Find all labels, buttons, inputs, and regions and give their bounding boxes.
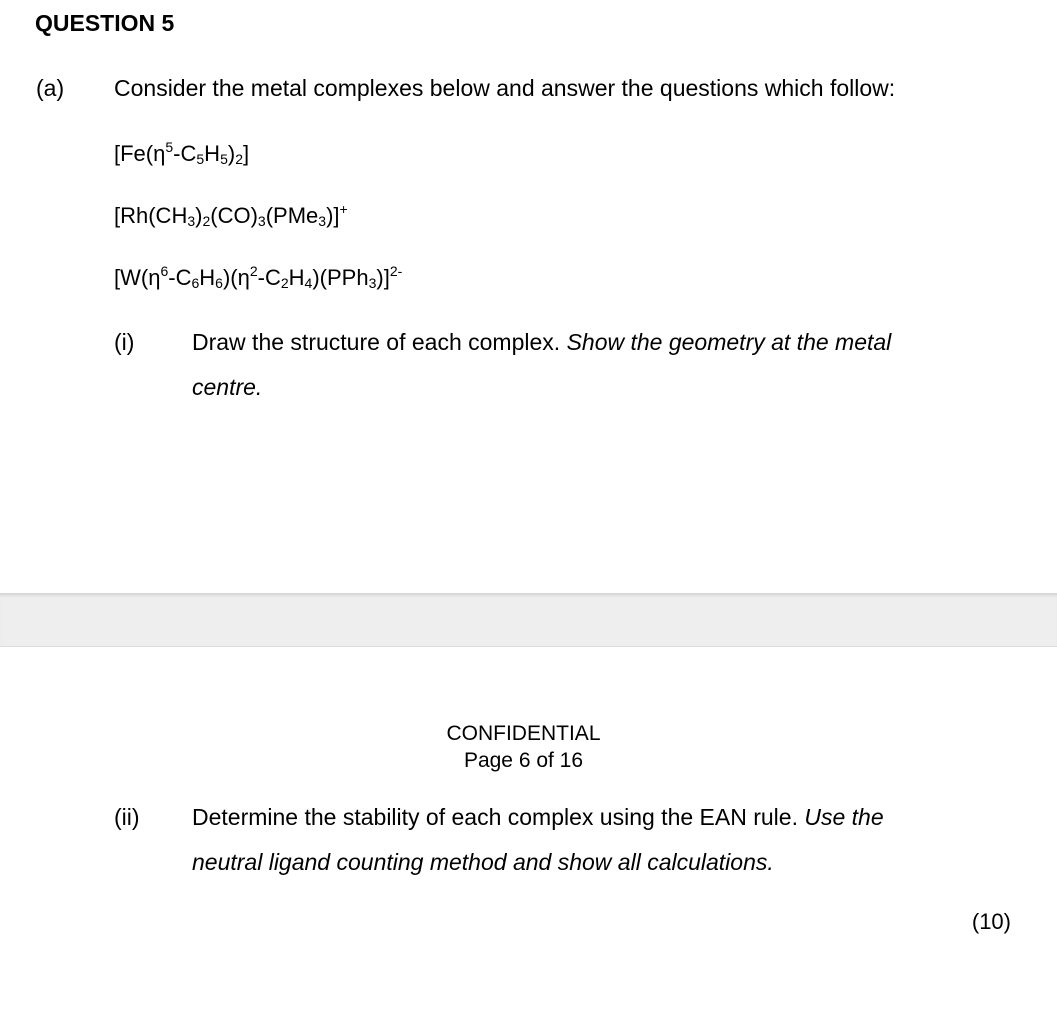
formula-text: H <box>199 265 216 290</box>
formula-text: H <box>204 141 221 166</box>
formula-superscript: 2 <box>249 263 258 279</box>
formula-subscript: 4 <box>304 275 313 291</box>
sub-ii-text: Determine the stability of each complex using the EAN rule. <box>192 804 798 830</box>
sub-i-line1 <box>192 327 891 357</box>
formula-text: (CO) <box>210 203 258 228</box>
part-a-label: (a) <box>36 75 65 101</box>
formula-superscript: 5 <box>165 139 174 155</box>
formula-subscript: 3 <box>257 213 266 229</box>
formula-subscript: 5 <box>220 151 228 167</box>
formula-text: )] <box>326 203 340 228</box>
formula-superscript: + <box>339 201 348 217</box>
formula-text: H <box>288 265 305 290</box>
formula-subscript: 3 <box>318 213 327 229</box>
complex-ferrocene <box>114 139 249 169</box>
formula-subscript: 6 <box>191 275 200 291</box>
formula-text: -C <box>173 141 197 166</box>
formula-subscript: 2 <box>280 275 289 291</box>
formula-superscript: 6 <box>160 263 169 279</box>
formula-text: )] <box>376 265 390 290</box>
formula-text: [W(η <box>114 265 161 290</box>
formula-subscript: 3 <box>368 275 377 291</box>
formula-text: )(η <box>222 265 250 290</box>
sub-i-instruction: Show the geometry at the metal <box>566 329 892 355</box>
confidential-label: CONFIDENTIAL <box>446 722 601 745</box>
complex-tungsten <box>114 263 402 293</box>
formula-superscript: 2- <box>389 263 403 279</box>
sub-i-line2: centre. <box>192 374 263 400</box>
formula-subscript: 3 <box>187 213 196 229</box>
page-separator <box>0 593 1057 647</box>
formula-text: ) <box>227 141 236 166</box>
formula-text: -C <box>257 265 281 290</box>
sub-ii-label: (ii) <box>114 804 140 830</box>
formula-text: )(PPh <box>312 265 369 290</box>
part-a-prompt: Consider the metal complexes below and answer the questions which follow: <box>114 75 896 101</box>
question-heading: QUESTION 5 <box>35 10 175 36</box>
formula-text: ) <box>195 203 203 228</box>
marks-allocation: (10) <box>971 909 1011 934</box>
formula-text: ] <box>242 141 250 166</box>
formula-text: [Fe(η <box>114 141 166 166</box>
formula-text: [Rh(CH <box>114 203 188 228</box>
formula-subscript: 5 <box>196 151 205 167</box>
sub-ii-instruction: Use the <box>804 804 884 830</box>
formula-subscript: 2 <box>235 151 243 167</box>
formula-subscript: 2 <box>202 213 211 229</box>
sub-i-label: (i) <box>114 329 135 355</box>
sub-ii-line2: neutral ligand counting method and show all calculations. <box>192 849 774 875</box>
complex-rhodium <box>114 201 348 231</box>
formula-text: (PMe <box>265 203 319 228</box>
formula-subscript: 6 <box>215 275 223 291</box>
formula-text: -C <box>168 265 192 290</box>
sub-i-text: Draw the structure of each complex. <box>192 329 561 355</box>
sub-ii-line1 <box>192 802 884 832</box>
page-number: Page 6 of 16 <box>463 749 584 772</box>
